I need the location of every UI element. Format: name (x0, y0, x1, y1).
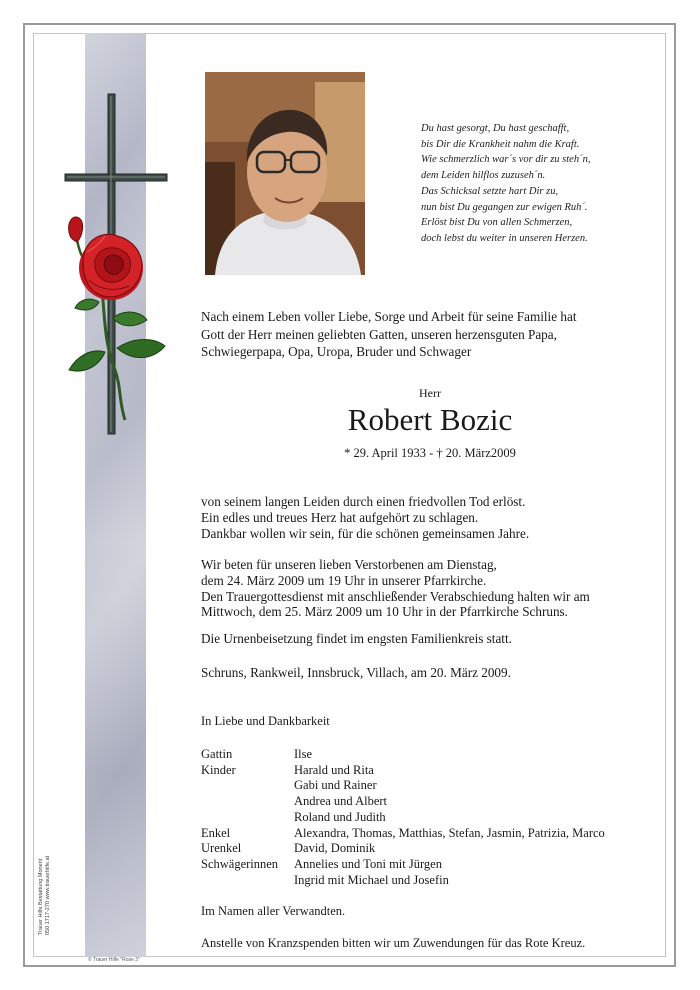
family-row (201, 747, 605, 763)
service-line: Wir beten für unseren lieben Verstorbenen am Dienstag, (201, 557, 497, 572)
family-row (201, 794, 605, 810)
family-role: Gattin (201, 747, 233, 761)
family-members: Annelies und Toni mit Jürgen (294, 856, 442, 871)
family-members: Ingrid mit Michael und Josefin (294, 872, 449, 887)
family-row (201, 778, 605, 794)
poem-line: Das Schicksal setzte hart Dir zu, (421, 185, 559, 197)
poem-line: bis Dir die Krankheit nahm die Kraft. (421, 138, 580, 150)
family-members: Roland und Judith (294, 809, 386, 824)
passing-line: Dankbar wollen wir sein, für die schönen gemeinsamen Jahre. (201, 525, 530, 541)
copyright-note: © Trauer Hilfe "Rose 3" (88, 957, 140, 963)
poem-line: doch lebst du weiter in unseren Herzen. (421, 232, 588, 244)
portrait-illustration (205, 72, 365, 275)
intro-line: Nach einem Leben voller Liebe, Sorge und Arbeit für seine Familie hat (201, 309, 577, 324)
life-dates: * 29. April 1933 - † 20. März2009 (344, 446, 516, 460)
family-role: Urenkel (201, 841, 242, 856)
family-row (201, 810, 605, 826)
memorial-poem (421, 121, 656, 247)
passing-line: von seinem langen Leiden durch einen friedvollen Tod erlöst. (201, 494, 526, 509)
urn-text: Die Urnenbeisetzung findet im engsten Familienkreis statt. (201, 631, 512, 646)
love-line: In Liebe und Dankbarkeit (201, 714, 330, 728)
service-line: Den Trauergottesdienst mit anschließender Verabschiedung halten wir am (201, 588, 590, 604)
intro-text (201, 308, 651, 361)
family-members: Alexandra, Thomas, Matthias, Stefan, Jasmin, Patrizia, Marco (294, 825, 605, 840)
poem-line: dem Leiden hilflos zuzuseh´n. (421, 170, 546, 182)
family-members: Andrea und Albert (294, 794, 388, 809)
relatives-line: Im Namen aller Verwandten. (201, 904, 346, 918)
family-row (201, 873, 605, 889)
portrait-photo (205, 72, 365, 275)
poem-line: Du hast gesorgt, Du hast geschafft, (421, 123, 570, 134)
deceased-name: Robert Bozic (347, 402, 513, 437)
family-row (201, 857, 605, 873)
family-members: David, Dominik (294, 841, 376, 856)
family-row (201, 841, 605, 857)
place-date-text: Schruns, Rankweil, Innsbruck, Villach, am 20. März 2009. (201, 665, 511, 680)
donation-line: Anstelle von Kranzspenden bitten wir um Zuwendungen für das Rote Kreuz. (201, 936, 586, 950)
poem-line: Erlöst bist Du von allen Schmerzen, (421, 217, 573, 229)
credit-line: 050 1717-270 www.trauerhilfe.at (45, 855, 51, 935)
intro-line: Gott der Herr meinen geliebten Gatten, unseren herzensguten Papa, (201, 326, 557, 342)
cross-with-rose-illustration (55, 90, 175, 440)
service-line: Mittwoch, dem 25. März 2009 um 10 Uhr in der Pfarrkirche Schruns. (201, 604, 568, 620)
family-members: Gabi und Rainer (294, 778, 377, 793)
publisher-credit (38, 856, 52, 935)
intro-line: Schwiegerpapa, Opa, Uropa, Bruder und Schwager (201, 344, 472, 360)
credit-line: Trauer Hilfe Bestattung Monent (38, 858, 44, 935)
family-list (201, 747, 605, 888)
passing-line: Ein edles und treues Herz hat aufgehört zu schlagen. (201, 509, 479, 525)
deceased-title: Herr (419, 386, 441, 400)
family-role: Kinder (201, 762, 236, 777)
poem-line: nun bist Du gegangen zur ewigen Ruh´. (421, 201, 588, 213)
service-line: dem 24. März 2009 um 19 Uhr in unserer Pfarrkirche. (201, 572, 487, 588)
passing-text (201, 494, 651, 541)
family-members: Harald und Rita (294, 762, 374, 777)
poem-line: Wie schmerzlich war´s vor dir zu steh´n, (421, 154, 591, 166)
family-row (201, 826, 605, 842)
family-members: Ilse (294, 747, 313, 761)
family-role: Schwägerinnen (201, 856, 279, 871)
family-row (201, 763, 605, 779)
service-text (201, 557, 651, 620)
family-role: Enkel (201, 825, 231, 840)
